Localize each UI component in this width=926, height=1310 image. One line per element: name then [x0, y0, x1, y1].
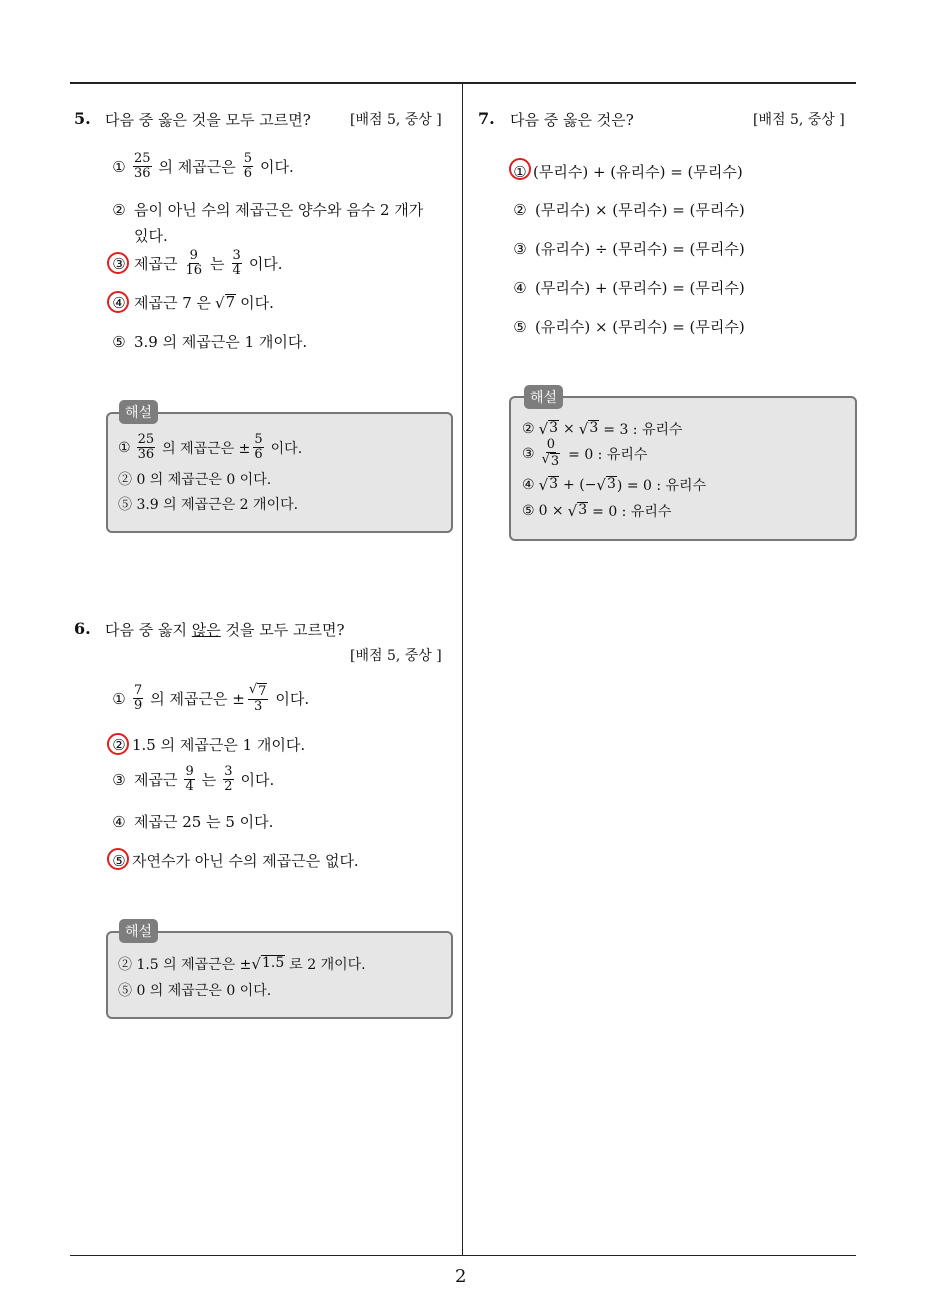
circled-num: ② — [112, 735, 126, 754]
fraction: $\frac{7}{9}$ — [134, 683, 143, 713]
fraction: $\frac{25}{36}$ — [137, 432, 155, 462]
circled-num: ⑤ — [513, 317, 527, 336]
q6-explanation-box — [106, 931, 453, 1019]
answer-circle-mark — [107, 291, 129, 313]
circled-num: ④ — [513, 278, 527, 297]
q7-exp-line-1: ② √ 3 × √ 3 = 3 : 유리수 — [522, 420, 683, 438]
q5-text: 다음 중 옳은 것을 모두 고르면? — [105, 111, 311, 129]
q6-exp-line-1: ② 1.5 의 제곱근은 ± √ 1.5 로 2 개이다. — [118, 955, 366, 973]
q6-score: [배점 5, 중상 ] — [350, 648, 442, 664]
sqrt: √ 3 — [538, 476, 559, 494]
q6-option-1[interactable]: ① $\frac{7}{9}$ 의 제곱근은 ± √ 7 3 이다. — [108, 683, 309, 714]
q6-option-2[interactable]: ② 1.5 의 제곱근은 1 개이다. — [108, 734, 305, 755]
answer-circle-mark — [107, 848, 129, 870]
q6-option-3[interactable]: ③ 제곱근 $\frac{9}{4}$ 는 $\frac{3}{2}$ 이다. — [108, 765, 274, 794]
q5-number: 5. — [74, 109, 91, 128]
q5-option-3[interactable]: ③ 제곱근 $\frac{9}{16}$ 는 $\frac{3}{4}$ 이다. — [108, 249, 283, 278]
circled-num: ① — [513, 162, 527, 181]
explanation-tag: 해설 — [524, 385, 563, 409]
answer-circle-mark — [107, 733, 129, 755]
fraction: $\frac{9}{4}$ — [185, 764, 194, 794]
fraction: $\frac{5}{6}$ — [254, 432, 263, 462]
q7-exp-line-4: ⑤ 0 × √ 3 = 0 : 유리수 — [522, 502, 672, 520]
sqrt: √ 3 — [578, 420, 599, 438]
q5-option-4[interactable]: ④ 제곱근 7 은 √ 7 이다. — [108, 292, 274, 313]
explanation-tag: 해설 — [119, 919, 158, 943]
q5-option-1[interactable]: ① $\frac{25}{36}$ 의 제곱근은 $\frac{5}{6}$ 이다. — [108, 152, 294, 181]
q5-option-5[interactable]: ⑤ 3.9 의 제곱근은 1 개이다. — [108, 331, 307, 352]
circled-num: ① — [112, 157, 126, 176]
q5-option-2[interactable]: ② 음이 아닌 수의 제곱근은 양수와 음수 2 개가 — [108, 199, 423, 220]
top-rule — [70, 82, 856, 84]
q5-score: [배점 5, 중상 ] — [350, 112, 442, 128]
explanation-tag: 해설 — [119, 400, 158, 424]
sqrt: √ 1.5 — [251, 955, 285, 973]
circled-num: ① — [112, 689, 126, 708]
fraction: 0 √ 3 — [541, 437, 560, 469]
q6-option-5[interactable]: ⑤ 자연수가 아닌 수의 제곱근은 없다. — [108, 850, 359, 871]
q7-exp-line-2: ③ 0 √ 3 = 0 : 유리수 — [522, 437, 648, 469]
column-divider — [462, 84, 463, 1256]
q6-exp-line-2: ⑤ 0 의 제곱근은 0 이다. — [118, 983, 272, 999]
q5-option-2-cont: 있다. — [134, 227, 168, 245]
answer-circle-mark — [107, 252, 129, 274]
q5-exp-line-1: ① $\frac{25}{36}$ 의 제곱근은 ± $\frac{5}{6}$ 이다. — [118, 432, 303, 462]
fraction: $\frac{3}{2}$ — [224, 764, 233, 794]
q7-option-3[interactable]: ③ (유리수) ÷ (무리수) = (무리수) — [509, 238, 745, 259]
fraction: $\frac{3}{4}$ — [232, 248, 241, 278]
sqrt: √ 3 — [596, 476, 616, 494]
q7-score: [배점 5, 중상 ] — [753, 112, 845, 128]
circled-num: ② — [112, 200, 126, 219]
circled-num: ④ — [112, 293, 126, 312]
answer-circle-mark — [509, 158, 531, 180]
fraction: $\frac{9}{16}$ — [185, 248, 203, 278]
circled-num: ④ — [112, 812, 126, 831]
q6-number: 6. — [74, 619, 91, 638]
circled-num: ③ — [112, 770, 126, 789]
circled-num: ③ — [513, 239, 527, 258]
q7-exp-line-3: ④ √ 3 + (− √ 3 ) = 0 : 유리수 — [522, 476, 707, 494]
sqrt: √ 7 — [215, 292, 236, 312]
sqrt: √ 3 — [538, 420, 559, 438]
bottom-rule — [70, 1255, 856, 1256]
q5-exp-line-3: ⑤ 3.9 의 제곱근은 2 개이다. — [118, 497, 299, 513]
fraction: √ 7 3 — [248, 682, 267, 714]
circled-num: ③ — [112, 254, 126, 273]
q7-number: 7. — [478, 109, 495, 128]
q6-text: 다음 중 옳지 않은 것을 모두 고르면? — [105, 621, 345, 639]
page-number: 2 — [455, 1266, 467, 1287]
q5-exp-line-2: ② 0 의 제곱근은 0 이다. — [118, 472, 272, 488]
q7-text: 다음 중 옳은 것은? — [510, 111, 634, 129]
q6-option-4[interactable]: ④ 제곱근 25 는 5 이다. — [108, 811, 273, 832]
sqrt: √ 3 — [567, 502, 588, 520]
circled-num: ⑤ — [112, 851, 126, 870]
q7-option-2[interactable]: ② (무리수) × (무리수) = (무리수) — [509, 199, 745, 220]
q7-option-4[interactable]: ④ (무리수) + (무리수) = (무리수) — [509, 277, 745, 298]
q7-option-1[interactable]: ① (무리수) + (유리수) = (무리수) — [509, 161, 743, 182]
circled-num: ② — [513, 200, 527, 219]
fraction: $\frac{5}{6}$ — [243, 151, 253, 181]
fraction: $\frac{25}{36}$ — [134, 151, 151, 181]
q7-option-5[interactable]: ⑤ (유리수) × (무리수) = (무리수) — [509, 316, 745, 337]
circled-num: ⑤ — [112, 332, 126, 351]
